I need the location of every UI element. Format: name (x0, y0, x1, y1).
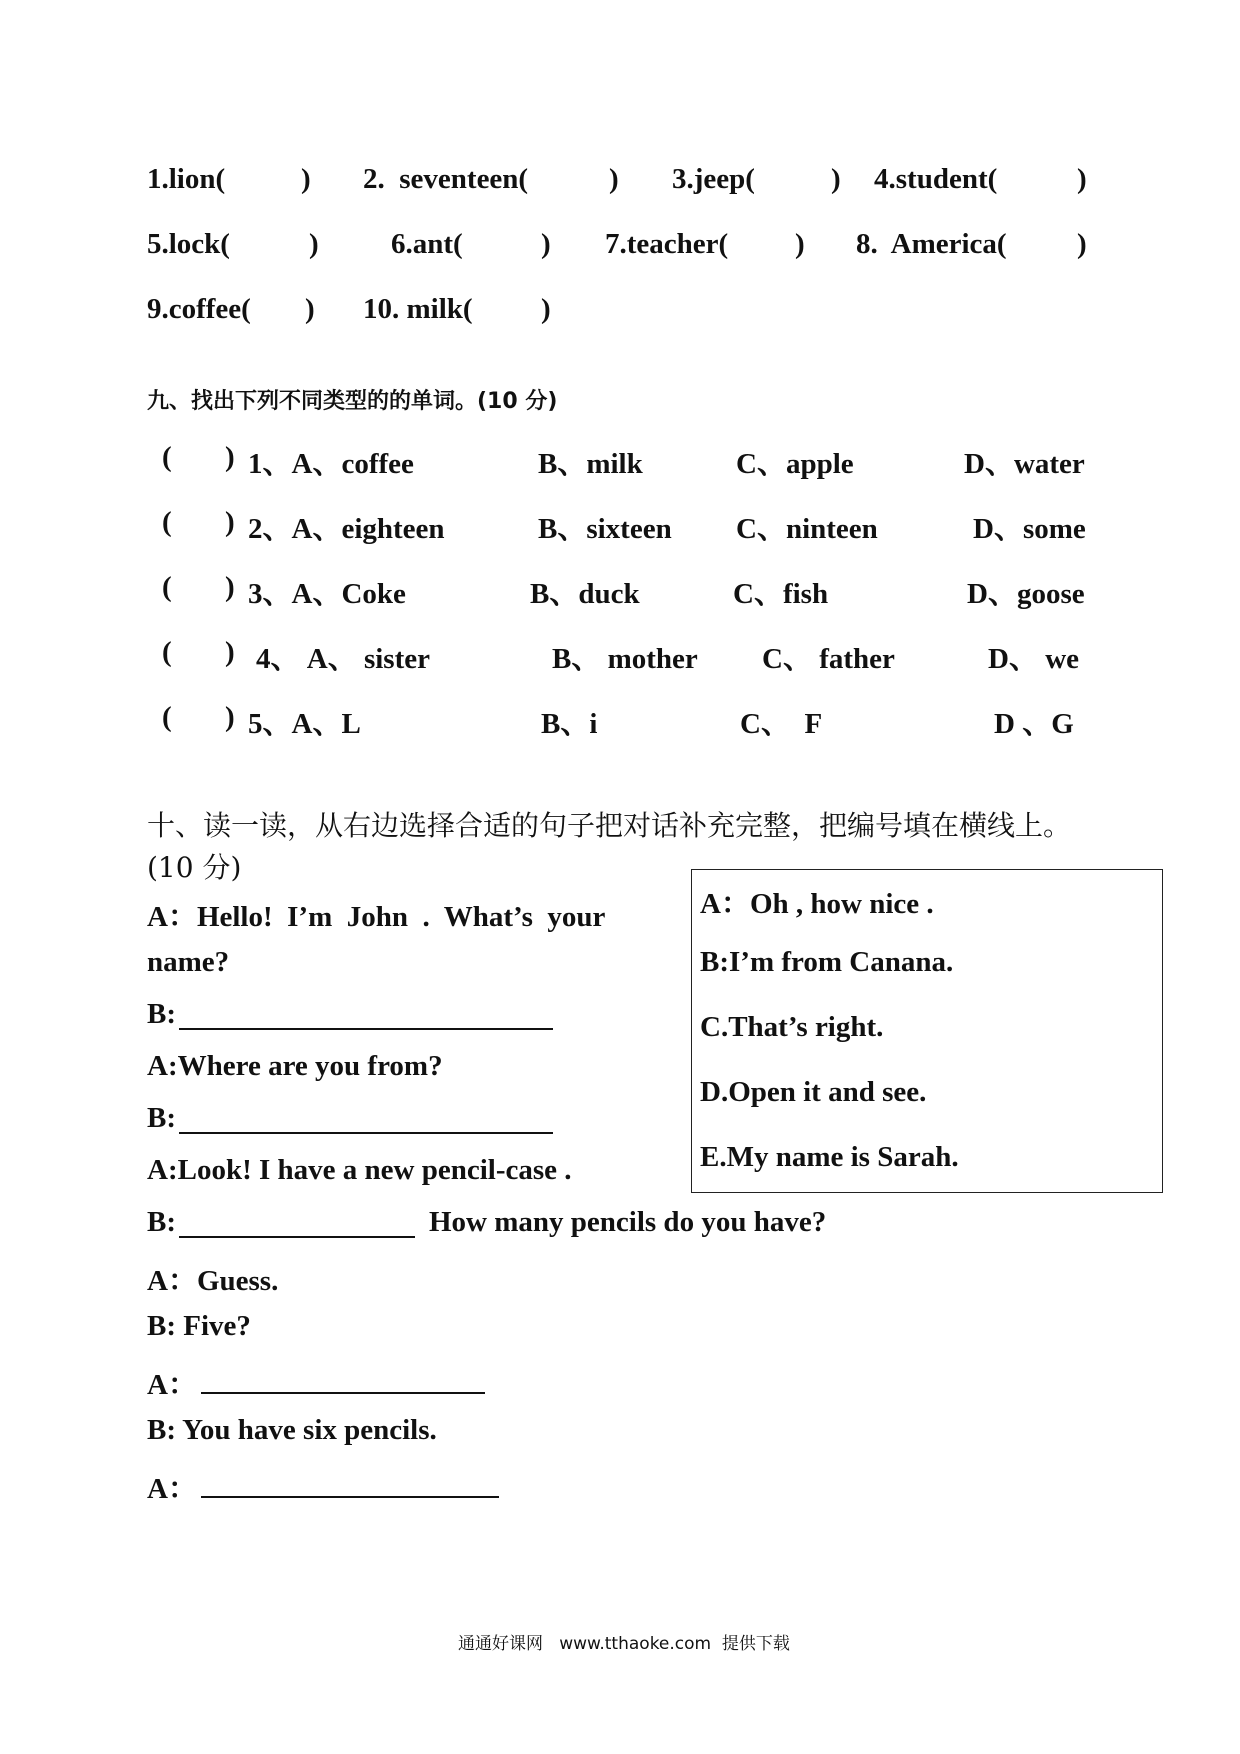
s9-row3-c: C、fish (733, 578, 829, 610)
answer-blank-1[interactable] (179, 1028, 553, 1030)
item-1-close: ) (301, 163, 311, 195)
item-4-close: ) (1077, 163, 1087, 195)
section10-title: 十、读一读，从右边选择合适的句子把对话补充完整，把编号填在横线上。 (147, 809, 1072, 842)
dialogue-line-8: B: Five? (147, 1310, 251, 1342)
item-5: 5.lock( (147, 228, 230, 260)
s9-row2-d: D、some (973, 513, 1086, 545)
answer-blank-5[interactable] (201, 1496, 499, 1498)
item-2-close: ) (609, 163, 619, 195)
dialogue-line-10: B: You have six pencils. (147, 1414, 437, 1446)
s9-row4-a: 4、 A、 sister (256, 643, 430, 675)
dialogue-line-4: B: (147, 1102, 176, 1134)
dialogue-line-1b: name? (147, 946, 230, 978)
s9-row4-c: C、 father (762, 643, 895, 675)
dialogue-line-6a: B: (147, 1206, 176, 1238)
item-9: 9.coffee( (147, 293, 251, 325)
item-9-close: ) (305, 293, 315, 325)
s9-row3-open: ( (162, 571, 172, 603)
s9-row5-open: ( (162, 701, 172, 733)
dialogue-line-2: B: (147, 998, 176, 1030)
s9-row2-a: 2、A、eighteen (248, 513, 445, 545)
s9-row1-open: ( (162, 441, 172, 473)
item-5-close: ) (309, 228, 319, 260)
s9-row5-d: D 、G (994, 708, 1074, 740)
answer-blank-4[interactable] (201, 1392, 485, 1394)
s9-row3-d: D、goose (967, 578, 1085, 610)
s9-row2-open: ( (162, 506, 172, 538)
option-b: B:I’m from Canana. (700, 946, 954, 978)
item-8: 8. America( (856, 228, 1007, 260)
item-10-close: ) (541, 293, 551, 325)
footer-text: 通通好课网 www.tthaoke.com 提供下载 (458, 1634, 790, 1654)
dialogue-line-6b: How many pencils do you have? (429, 1206, 827, 1238)
item-1: 1.lion( (147, 163, 226, 195)
option-d: D.Open it and see. (700, 1076, 927, 1108)
s9-row5-close: ) (225, 701, 235, 733)
s9-row2-b: B、sixteen (538, 513, 672, 545)
s9-row4-close: ) (225, 636, 235, 668)
s9-row5-b: B、i (541, 708, 598, 740)
s9-row2-c: C、ninteen (736, 513, 878, 545)
s9-row1-b: B、milk (538, 448, 643, 480)
s9-row4-d: D、 we (988, 643, 1080, 675)
section10-score: (10 分) (147, 851, 242, 884)
s9-row3-a: 3、A、Coke (248, 578, 406, 610)
s9-row1-c: C、apple (736, 448, 854, 480)
item-7-close: ) (795, 228, 805, 260)
dialogue-line-1a: A：Hello! I’m John . What’s your (147, 901, 606, 933)
item-3-close: ) (831, 163, 841, 195)
s9-row3-b: B、duck (530, 578, 640, 610)
option-a: A：Oh , how nice . (700, 888, 934, 920)
item-10: 10. milk( (363, 293, 473, 325)
item-3: 3.jeep( (672, 163, 755, 195)
item-8-close: ) (1077, 228, 1087, 260)
dialogue-line-9: A： (147, 1369, 197, 1401)
option-c: C.That’s right. (700, 1011, 884, 1043)
dialogue-line-5: A:Look! I have a new pencil-case . (147, 1154, 572, 1186)
item-4: 4.student( (874, 163, 998, 195)
item-7: 7.teacher( (605, 228, 729, 260)
section9-title: 九、找出下列不同类型的的单词。(10 分) (147, 389, 558, 414)
dialogue-line-11: A： (147, 1473, 197, 1505)
option-e: E.My name is Sarah. (700, 1141, 959, 1173)
s9-row1-close: ) (225, 441, 235, 473)
s9-row4-b: B、 mother (552, 643, 698, 675)
s9-row1-d: D、water (964, 448, 1085, 480)
s9-row4-open: ( (162, 636, 172, 668)
item-2: 2. seventeen( (363, 163, 529, 195)
s9-row2-close: ) (225, 506, 235, 538)
answer-blank-2[interactable] (179, 1132, 553, 1134)
s9-row5-a: 5、A、L (248, 708, 361, 740)
item-6-close: ) (541, 228, 551, 260)
dialogue-line-3: A:Where are you from? (147, 1050, 443, 1082)
s9-row5-c: C、 F (740, 708, 823, 740)
s9-row1-a: 1、A、coffee (248, 448, 414, 480)
s9-row3-close: ) (225, 571, 235, 603)
answer-blank-3[interactable] (179, 1236, 415, 1238)
dialogue-line-7: A：Guess. (147, 1265, 279, 1297)
item-6: 6.ant( (391, 228, 463, 260)
